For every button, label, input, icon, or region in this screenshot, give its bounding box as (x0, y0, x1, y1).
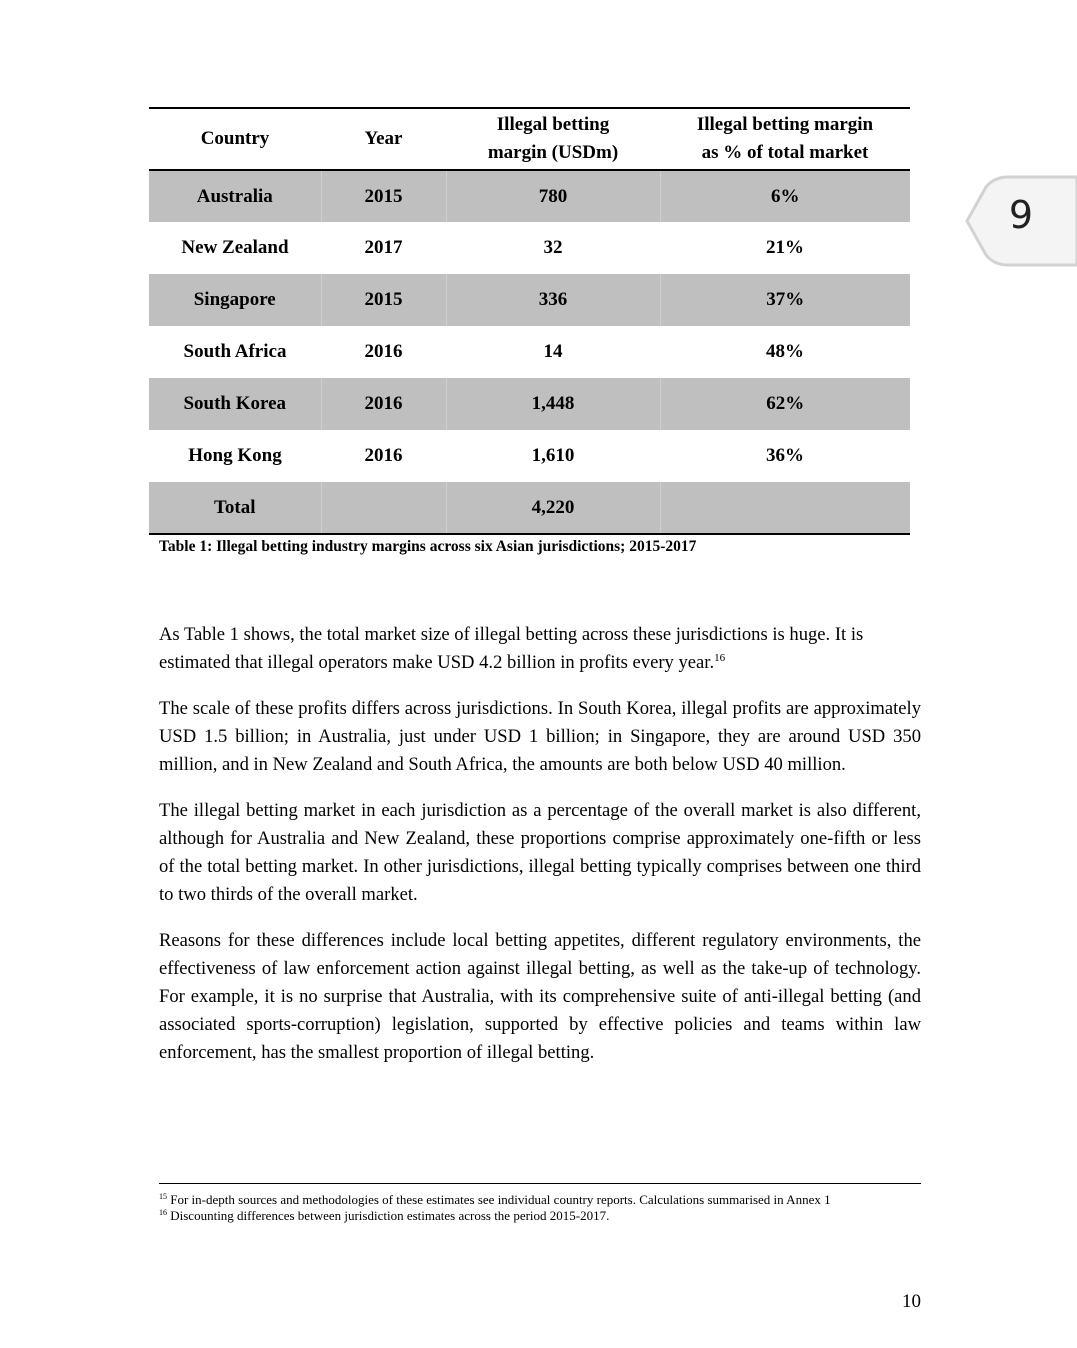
cell-country: South Africa (183, 341, 287, 362)
total-label: Total (149, 482, 321, 534)
cell-country: Australia (149, 170, 321, 222)
table-total-row (149, 482, 910, 534)
cell-percent: 36% (766, 445, 804, 466)
cell-percent: 6% (660, 170, 910, 222)
paragraph-1: As Table 1 shows, the total market size of illegal betting across these jurisdictions is huge. It is estimated that illegal operators make USD 4.2 billion in profits every year.$^{16}$ (159, 624, 864, 673)
cell-year: 2015 (321, 170, 446, 222)
table-header-row (149, 108, 910, 170)
footnote-15: $^{15}$ For in-depth sources and methodologies of these estimates see individual country reports. Calculations summarised in Annex 1 (159, 1192, 831, 1207)
cell-margin: 1,448 (446, 378, 660, 430)
cell-percent: 62% (660, 378, 910, 430)
cell-margin: 336 (446, 274, 660, 326)
footnote-16: $^{16}$ Discounting differences between jurisdiction estimates across the period 2015-2017. (159, 1208, 610, 1223)
footnote-divider (159, 1183, 921, 1184)
total-percent (660, 482, 910, 534)
page-number: 10 (902, 1291, 921, 1312)
total-year (321, 482, 446, 534)
cell-year: 2015 (321, 274, 446, 326)
footnotes (159, 1192, 921, 1224)
cell-country: New Zealand (181, 237, 289, 258)
header-country: Country (149, 108, 321, 170)
table-row (149, 326, 910, 378)
cell-year: 2016 (364, 445, 403, 466)
cell-margin: 14 (543, 341, 563, 362)
cell-year: 2016 (364, 341, 403, 362)
table-row (149, 170, 910, 222)
cell-percent: 37% (660, 274, 910, 326)
cell-margin: 32 (543, 237, 563, 258)
cell-year: 2017 (364, 237, 403, 258)
body-text (159, 621, 921, 1085)
header-percent: Illegal betting margin as % of total market (660, 108, 910, 170)
cell-country: Hong Kong (188, 445, 282, 466)
cell-country: South Korea (149, 378, 321, 430)
table-caption: Table 1: Illegal betting industry margins across six Asian jurisdictions; 2015-2017 (159, 538, 697, 555)
table-row (149, 222, 910, 274)
cell-country: Singapore (149, 274, 321, 326)
chapter-number: 9 (1008, 193, 1034, 237)
table-row (149, 378, 910, 430)
table-row (149, 430, 910, 482)
cell-percent: 48% (766, 341, 804, 362)
header-margin: Illegal betting margin (USDm) (446, 108, 660, 170)
cell-year: 2016 (321, 378, 446, 430)
paragraph-2: The scale of these profits differs across jurisdictions. In South Korea, illegal profits are approximately USD 1.5 billion; in Australia, just under USD 1 billion; in Singapore, they are around USD 350 million, and in New Zealand and South Africa, the amounts are both below USD 40 million. (159, 698, 921, 775)
footnote-ref-16: 16 (714, 652, 726, 664)
paragraph-3: The illegal betting market in each jurisdiction as a percentage of the overall market is also different, although for Australia and New Zealand, these proportions comprise approximately one-fifth or less of the total betting market. In other jurisdictions, illegal betting typically comprises between one third to two thirds of the overall market. (159, 800, 921, 905)
paragraph-4: Reasons for these differences include local betting appetites, different regulatory environments, the effectiveness of law enforcement action against illegal betting, as well as the take-up of technology. For example, it is no surprise that Australia, with its comprehensive suite of anti-illegal betting (and associated sports-corruption) legislation, supported by effective policies and teams within law enforcement, has the smallest proportion of illegal betting. (159, 930, 921, 1063)
cell-margin: 1,610 (531, 445, 575, 466)
betting-margins-table (149, 107, 910, 535)
table-row (149, 274, 910, 326)
header-year: Year (321, 108, 446, 170)
cell-margin: 780 (446, 170, 660, 222)
cell-percent: 21% (766, 237, 804, 258)
total-margin: 4,220 (446, 482, 660, 534)
chapter-tab (964, 175, 1077, 267)
